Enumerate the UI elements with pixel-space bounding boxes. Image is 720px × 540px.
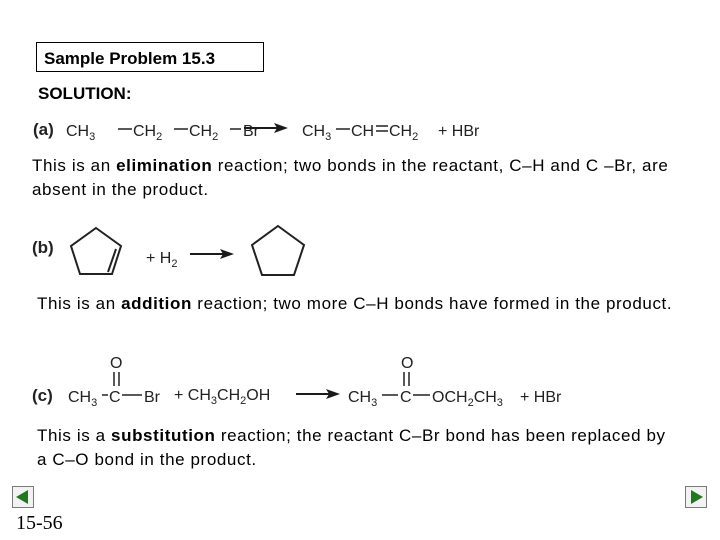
part-c-label: (c) [32,386,53,405]
c-p-ester: $OCH_2CH_3$ [432,389,503,409]
reaction-a [60,112,520,148]
keyword-substitution: substitution [111,426,216,445]
explanation-c: This is a substitution reaction; the reactant C–Br bond has been replaced by a C–O bond in the product. [37,426,666,469]
c-reagent: + $CH_3CH_2OH$ [174,387,271,407]
solution-label: SOLUTION: [38,84,132,103]
a-p-hbr: + HBr [438,123,480,140]
problem-title: Sample Problem 15.3 [44,49,216,68]
c-p-ch3: $CH_3$ [348,389,378,409]
explanation-a: This is an elimination reaction; two bonds in the reactant, C–H and C –Br, are absent in the product. [32,156,669,199]
explanation-b: This is an addition reaction; two more C–H bonds have formed in the product. [37,294,673,313]
previous-slide-button[interactable] [12,486,34,508]
c-r-c: C [109,389,121,406]
arrow-icon [190,249,234,259]
a-r-ch2a: $CH_2$ [133,123,163,143]
arrow-icon [244,120,290,136]
cyclopentane-icon [252,226,304,275]
a-r-br: Br [243,123,259,140]
a-p-ch: CH [351,123,375,140]
reaction-c [64,350,584,410]
a-p-ch3: $CH_3$ [302,123,332,143]
arrow-icon [296,389,340,399]
c-p-o: O [401,355,414,372]
triangle-right-icon [686,487,706,507]
c-p-c: C [400,389,412,406]
c-r-o: O [110,355,123,372]
c-p-hbr: + HBr [520,389,562,406]
cyclopentene-icon [71,228,121,274]
keyword-elimination: elimination [116,156,213,175]
a-r-ch3: $CH_3$ [66,123,96,143]
title-box [36,42,264,72]
a-p-ch2: $CH_2$ [389,123,419,143]
c-r-ch3: $CH_3$ [68,389,98,409]
reaction-b [66,220,336,284]
triangle-left-icon [13,487,33,507]
keyword-addition: addition [121,294,192,313]
b-reagent: + $H_2$ [146,250,178,270]
next-slide-button[interactable] [685,486,707,508]
c-r-br: Br [144,389,160,406]
part-b-label: (b) [32,238,54,257]
slide-number: 15-56 [16,512,63,534]
a-r-ch2b: $CH_2$ [189,123,219,143]
part-a-label: (a) [33,120,54,139]
